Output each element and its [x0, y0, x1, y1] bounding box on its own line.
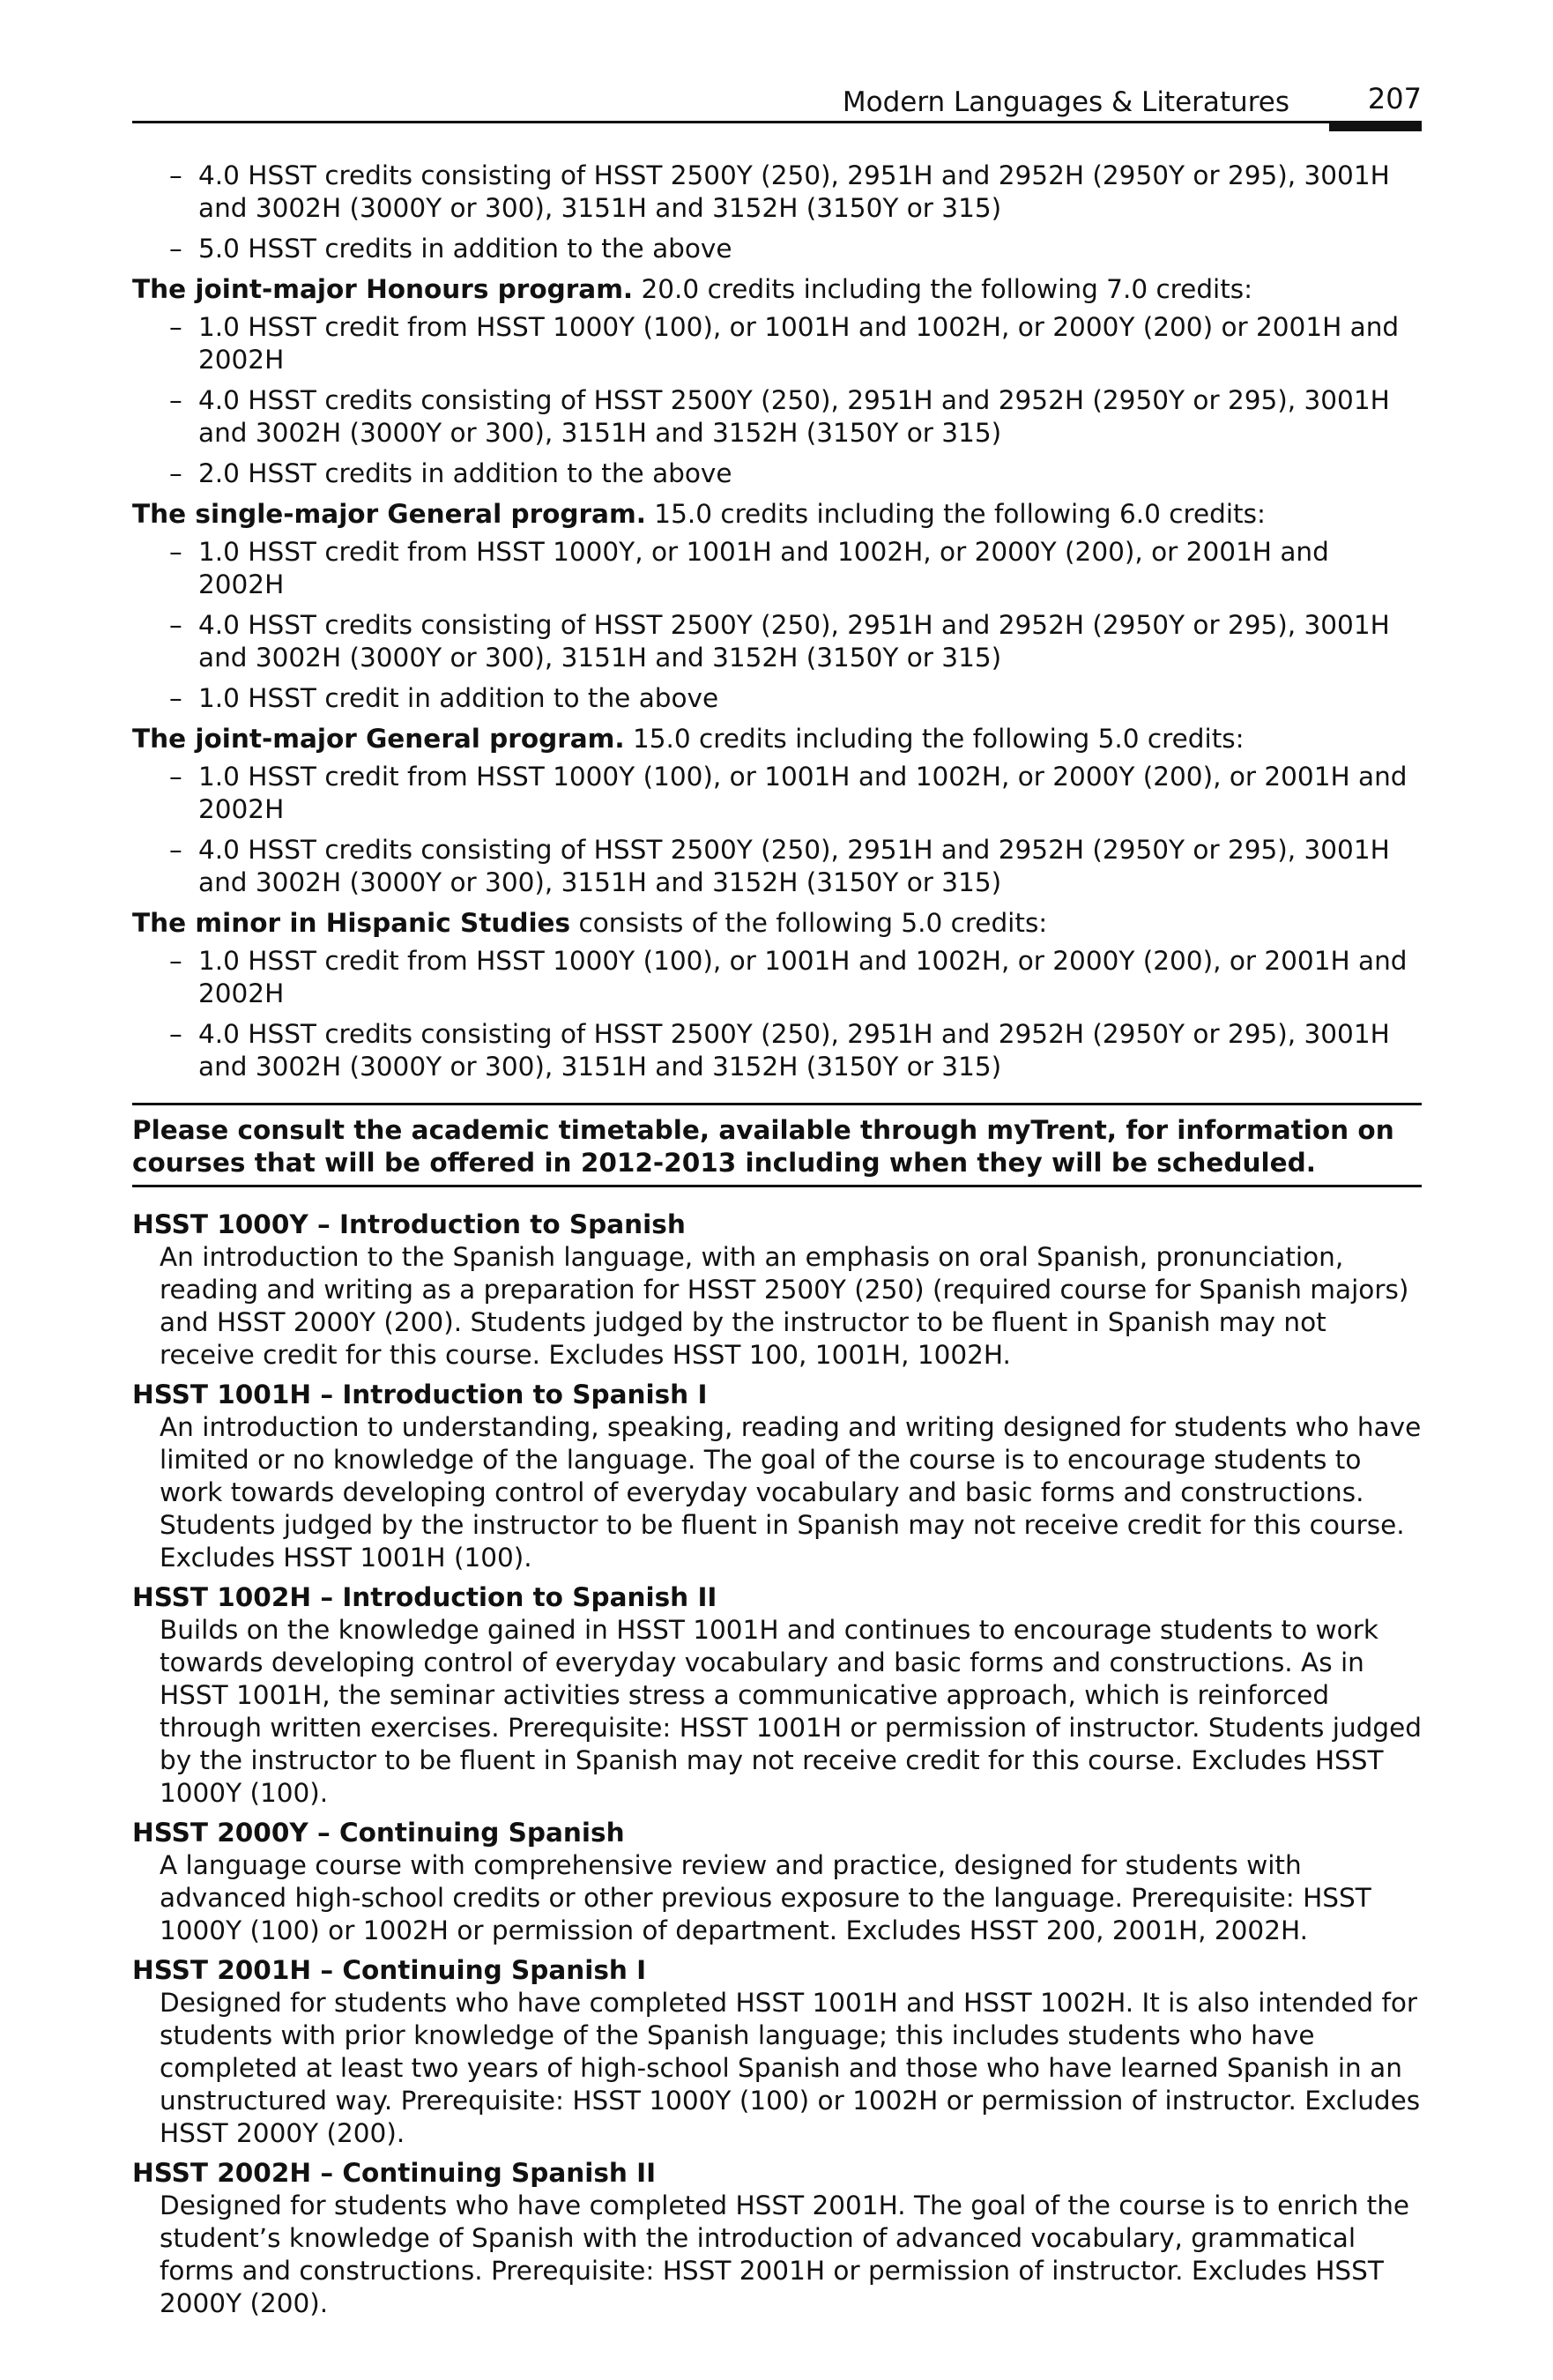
list-item: – 2.0 HSST credits in addition to the above	[169, 458, 732, 488]
course-description: An introduction to understanding, speaking, reading and writing designed for students who have limited or no knowledge of the language. The goal of the course is to encourage students to work towards developing control of everyday vocabulary and basic forms and constructions. Students judged by the instructor to be fluent in Spanish may not receive credit for this course. Excludes HSST 1001H (100).	[160, 1412, 1422, 1573]
list-item: – 4.0 HSST credits consisting of HSST 2500Y (250), 2951H and 2952H (2950Y or 295), 3001H and 3002H (3000Y or 300), 3151H and 3152H (3150Y or 315)	[169, 835, 1390, 897]
program-credit-list	[132, 536, 1422, 715]
program-heading	[132, 273, 1422, 306]
page-number: 207	[1367, 82, 1422, 115]
program-name: The joint-major Honours program.	[132, 274, 634, 304]
course-title: HSST 1002H – Introduction to Spanish II	[132, 1582, 717, 1612]
list-item: – 1.0 HSST credit from HSST 1000Y (100), or 1001H and 1002H, or 2000Y (200), or 2001H and 2002H	[169, 762, 1408, 824]
program-heading	[132, 723, 1422, 755]
list-item-text: 2.0 HSST credits in addition to the above	[198, 458, 732, 488]
list-item-text: 4.0 HSST credits consisting of HSST 2500Y (250), 2951H and 2952H (2950Y or 295), 3001H and 3002H (3000Y or 300), 3151H and 3152H (3150Y or 315)	[198, 385, 1390, 448]
list-item: – 1.0 HSST credit from HSST 1000Y, or 1001H and 1002H, or 2000Y (200), or 2001H and 2002H	[169, 537, 1329, 599]
course-entry	[132, 1581, 1422, 1810]
header-rule	[132, 121, 1422, 123]
program-name: The single-major General program.	[132, 499, 646, 529]
list-item-text: 4.0 HSST credits consisting of HSST 2500Y (250), 2951H and 2952H (2950Y or 295), 3001H and 3002H (3000Y or 300), 3151H and 3152H (3150Y or 315)	[198, 610, 1390, 673]
intro-credit-list	[132, 160, 1422, 265]
list-item: – 4.0 HSST credits consisting of HSST 2500Y (250), 2951H and 2952H (2950Y or 295), 3001H and 3002H (3000Y or 300), 3151H and 3152H (3150Y or 315)	[169, 160, 1390, 223]
course-entry	[132, 1954, 1422, 2150]
course-entry	[132, 2157, 1422, 2320]
page-header	[132, 76, 1422, 127]
list-item-text: 1.0 HSST credit from HSST 1000Y (100), or 1001H and 1002H, or 2000Y (200) or 2001H and 2002H	[198, 312, 1400, 375]
timetable-notice: Please consult the academic timetable, available through myTrent, for information on courses that will be offered in 2012-2013 including when they will be scheduled.	[132, 1103, 1422, 1187]
course-description: Designed for students who have completed HSST 2001H. The goal of the course is to enrich the student’s knowledge of Spanish with the introduction of advanced vocabulary, grammatical forms and constructions. Prerequisite: HSST 2001H or permission of instructor. Excludes HSST 2000Y (200).	[160, 2190, 1410, 2318]
course-title: HSST 2001H – Continuing Spanish I	[132, 1955, 647, 1985]
program-credit-list	[132, 945, 1422, 1083]
list-item: – 1.0 HSST credit from HSST 1000Y (100), or 1001H and 1002H, or 2000Y (200) or 2001H and 2002H	[169, 312, 1400, 375]
program-desc: 20.0 credits including the following 7.0 credits:	[633, 274, 1253, 304]
course-title: HSST 1001H – Introduction to Spanish I	[132, 1380, 708, 1409]
course-title: HSST 2002H – Continuing Spanish II	[132, 2158, 657, 2188]
program-credit-list	[132, 311, 1422, 490]
list-item-text: 1.0 HSST credit in addition to the above	[198, 683, 719, 713]
list-item-text: 4.0 HSST credits consisting of HSST 2500Y (250), 2951H and 2952H (2950Y or 295), 3001H and 3002H (3000Y or 300), 3151H and 3152H (3150Y or 315)	[198, 1019, 1390, 1082]
program-heading	[132, 907, 1422, 940]
course-entry	[132, 1209, 1422, 1372]
header-tab-marker	[1329, 121, 1422, 131]
list-item: – 4.0 HSST credits consisting of HSST 2500Y (250), 2951H and 2952H (2950Y or 295), 3001H and 3002H (3000Y or 300), 3151H and 3152H (3150Y or 315)	[169, 385, 1390, 448]
course-description: An introduction to the Spanish language, with an emphasis on oral Spanish, pronunciation, reading and writing as a preparation for HSST 2500Y (250) (required course for Spanish majors) and HSST 2000Y (200). Students judged by the instructor to be fluent in Spanish may not receive credit for this course. Excludes HSST 100, 1001H, 1002H.	[160, 1242, 1409, 1370]
list-item-text: 1.0 HSST credit from HSST 1000Y (100), or 1001H and 1002H, or 2000Y (200), or 2001H and 2002H	[198, 762, 1408, 824]
course-entry	[132, 1817, 1422, 1947]
list-item-text: 4.0 HSST credits consisting of HSST 2500Y (250), 2951H and 2952H (2950Y or 295), 3001H and 3002H (3000Y or 300), 3151H and 3152H (3150Y or 315)	[198, 835, 1390, 897]
program-desc: 15.0 credits including the following 6.0 credits:	[645, 499, 1266, 529]
list-item: – 1.0 HSST credit from HSST 1000Y (100), or 1001H and 1002H, or 2000Y (200), or 2001H and 2002H	[169, 946, 1408, 1008]
course-description: Builds on the knowledge gained in HSST 1001H and continues to encourage students to work towards developing control of everyday vocabulary and basic forms and constructions. As in HSST 1001H, the seminar activities stress a communicative approach, which is reinforced through written exercises. Prerequisite: HSST 1001H or permission of instructor. Students judged by the instructor to be fluent in Spanish may not receive credit for this course. Excludes HSST 1000Y (100).	[160, 1615, 1422, 1808]
program-heading	[132, 498, 1422, 531]
program-credit-list	[132, 761, 1422, 899]
list-item: – 1.0 HSST credit in addition to the above	[169, 683, 719, 713]
list-item: – 5.0 HSST credits in addition to the above	[169, 234, 732, 264]
running-title: Modern Languages & Literatures	[842, 86, 1289, 118]
program-desc: consists of the following 5.0 credits:	[570, 908, 1048, 938]
list-item: – 4.0 HSST credits consisting of HSST 2500Y (250), 2951H and 2952H (2950Y or 295), 3001H and 3002H (3000Y or 300), 3151H and 3152H (3150Y or 315)	[169, 610, 1390, 673]
course-description: Designed for students who have completed HSST 1001H and HSST 1002H. It is also intended for students with prior knowledge of the Spanish language; this includes students who have completed at least two years of high-school Spanish and those who have learned Spanish in an unstructured way. Prerequisite: HSST 1000Y (100) or 1002H or permission of instructor. Excludes HSST 2000Y (200).	[160, 1988, 1421, 2148]
course-title: HSST 1000Y – Introduction to Spanish	[132, 1209, 686, 1239]
course-title: HSST 2000Y – Continuing Spanish	[132, 1818, 625, 1848]
program-desc: 15.0 credits including the following 5.0 credits:	[624, 724, 1245, 754]
program-name: The joint-major General program.	[132, 724, 625, 754]
course-entry	[132, 1379, 1422, 1574]
list-item-text: 4.0 HSST credits consisting of HSST 2500Y (250), 2951H and 2952H (2950Y or 295), 3001H and 3002H (3000Y or 300), 3151H and 3152H (3150Y or 315)	[198, 160, 1390, 223]
course-description: A language course with comprehensive review and practice, designed for students with advanced high-school credits or other previous exposure to the language. Prerequisite: HSST 1000Y (100) or 1002H or permission of department. Excludes HSST 200, 2001H, 2002H.	[160, 1850, 1371, 1945]
list-item-text: 1.0 HSST credit from HSST 1000Y (100), or 1001H and 1002H, or 2000Y (200), or 2001H and 2002H	[198, 946, 1408, 1008]
program-name: The minor in Hispanic Studies	[132, 908, 571, 938]
list-item: – 4.0 HSST credits consisting of HSST 2500Y (250), 2951H and 2952H (2950Y or 295), 3001H and 3002H (3000Y or 300), 3151H and 3152H (3150Y or 315)	[169, 1019, 1390, 1082]
list-item-text: 5.0 HSST credits in addition to the above	[198, 234, 732, 264]
list-item-text: 1.0 HSST credit from HSST 1000Y, or 1001H and 1002H, or 2000Y (200), or 2001H and 2002H	[198, 537, 1329, 599]
page-content	[132, 160, 1422, 2327]
